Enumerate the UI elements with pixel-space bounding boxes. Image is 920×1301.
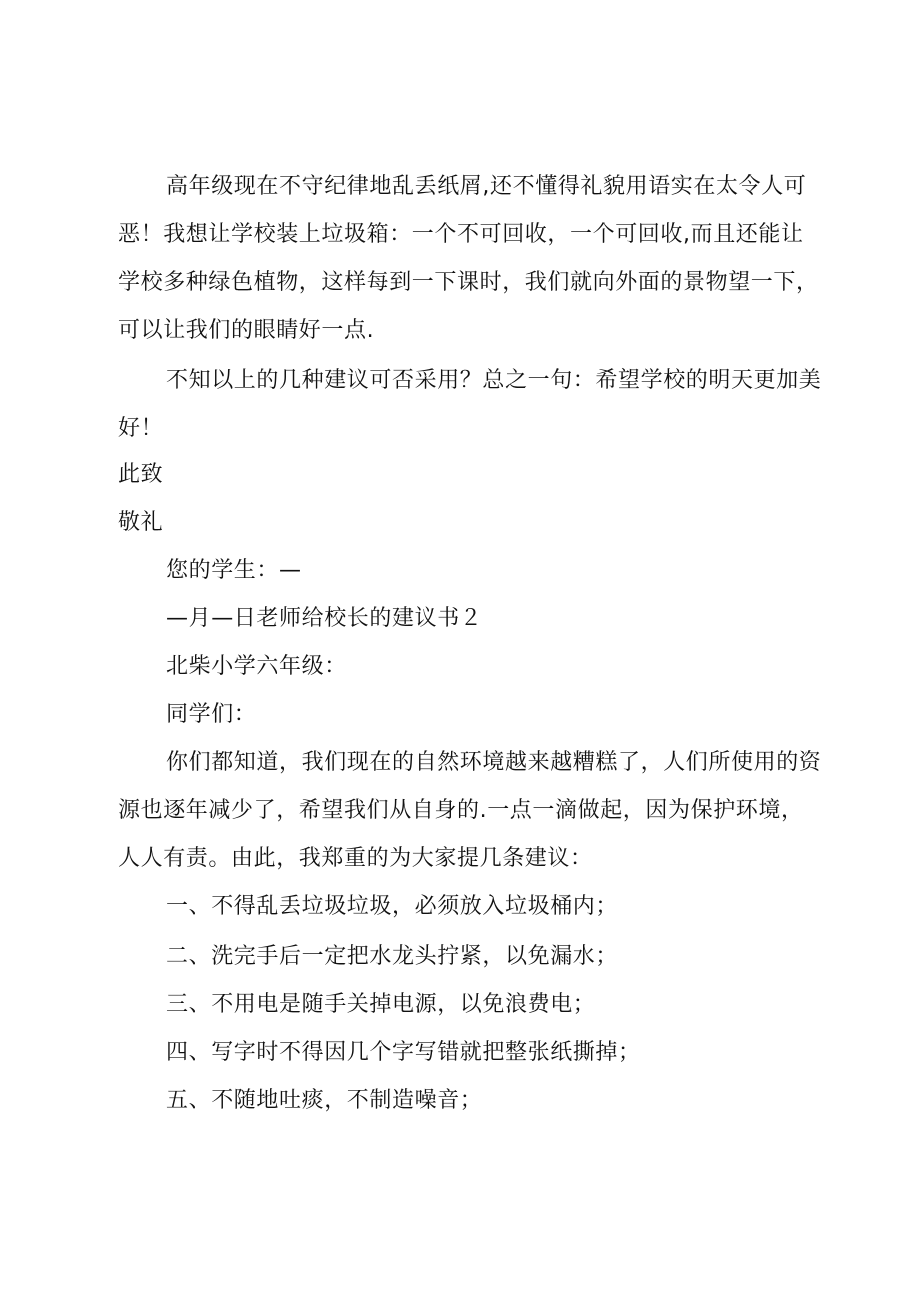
paragraph-line: 好！	[118, 416, 164, 441]
addressee-line: 北柴小学六年级：	[166, 654, 347, 679]
greeting-line: 同学们：	[166, 702, 257, 727]
paragraph-line: 源也逐年减少了，希望我们从自身的.一点一滴做起，因为保护环境，	[118, 798, 804, 823]
paragraph-line: 可以让我们的眼睛好一点.	[118, 318, 375, 343]
section-title: —月—日老师给校长的建议书２	[166, 606, 483, 631]
list-item: 三、不用电是随手关掉电源，以免浪费电；	[166, 992, 596, 1017]
list-item: 五、不随地吐痰，不制造噪音；	[166, 1088, 483, 1113]
list-item: 四、写字时不得因几个字写错就把整张纸撕掉；	[166, 1040, 641, 1065]
paragraph-line: 恶！我想让学校装上垃圾箱：一个不可回收，一个可回收,而且还能让	[118, 222, 804, 247]
signature-line: 您的学生：—	[166, 558, 302, 583]
paragraph-line: 学校多种绿色植物，这样每到一下课时，我们就向外面的景物望一下，	[118, 270, 819, 295]
closing-salutation: 此致	[118, 462, 164, 487]
paragraph-line: 不知以上的几种建议可否采用？总之一句：希望学校的明天更加美	[166, 368, 822, 393]
paragraph-line: 人人有责。由此，我郑重的为大家提几条建议：	[118, 846, 593, 871]
list-item: 二、洗完手后一定把水龙头拧紧，以免漏水；	[166, 944, 619, 969]
paragraph-line: 高年级现在不守纪律地乱丢纸屑,还不懂得礼貌用语实在太令人可	[166, 174, 807, 199]
closing-regards: 敬礼	[118, 510, 164, 535]
paragraph-line: 你们都知道，我们现在的自然环境越来越糟糕了，人们所使用的资	[166, 750, 822, 775]
list-item: 一、不得乱丢垃圾垃圾，必须放入垃圾桶内；	[166, 894, 619, 919]
